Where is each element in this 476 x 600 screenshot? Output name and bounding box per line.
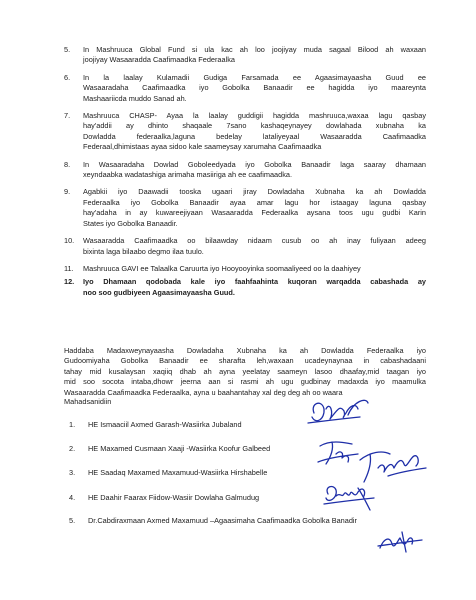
item-line: Federaalka iyo Gobolka Banaadir ayaa amar lagu hor istaagay laguna qasbay xyxy=(83,197,426,207)
item-number: 11. xyxy=(64,263,74,273)
item-line: States iyo Gobolka Banaadir. xyxy=(83,218,178,228)
item-line: Iyo Dhamaan qodobada kale iyo faahfaahinta kuqoran warqadda cabashada ay xyxy=(83,277,426,287)
item-line: hay'addii ay dhinto shaqaale 7sano kashaqeynayey dowlahada xubnaha ka xyxy=(83,121,426,131)
paragraph-line: tahay mid kusalaysan xaqiiq dhab ah ayna yeelatay saameyn lasoo dhaafay,mid taagan iyo xyxy=(64,366,426,376)
signatory-number: 2. xyxy=(69,444,76,453)
item-line: Mashruuca GAVI ee Talaalka Caruurta iyo Hooyooyinka soomaaliyeed oo la daahiyey xyxy=(83,263,361,273)
item-line: Agabkii iyo Daawadii tooska ugaari jiray Dowladaha Xubnaha ka ah Dowladda xyxy=(83,187,426,197)
signatory-line xyxy=(69,468,267,478)
numbered-points xyxy=(0,45,476,305)
closing-salutation: Mahadsanidiin xyxy=(64,397,112,406)
signatory-line xyxy=(69,493,259,503)
signatory-line xyxy=(69,420,242,430)
item-line: Mashaariicda muddo Sanad ah. xyxy=(83,93,187,103)
list-item xyxy=(0,160,476,181)
paragraph-line: Wasaaradda Caafimaadka Federaalka, ayna u baahantahay xal deg deg ah oo waara xyxy=(64,387,343,397)
paragraph-line: Gudoomiyaha Gobolka Banaadir ee sharafta leh,waxaan ucadeynaynaa in cabashadaani xyxy=(64,356,426,366)
item-number: 12. xyxy=(64,277,75,287)
signatory-number: 5. xyxy=(69,516,76,525)
signatory-line xyxy=(69,444,270,454)
signatory-name: HE Maxamed Cusmaan Xaaji -Wasiirka Koofur Galbeed xyxy=(88,444,271,453)
item-line: Mashruuca CHASP- Ayaa la laalay guddigii hagidda mashruuca,waxaa lagu qasbay xyxy=(83,111,426,121)
signatory-line xyxy=(69,516,357,526)
item-number: 7. xyxy=(64,111,71,121)
item-line: noo soo gudbiyeen Agaasimayaasha Guud. xyxy=(83,287,235,297)
appeal-paragraph xyxy=(64,346,426,398)
list-item xyxy=(0,264,476,274)
item-number: 9. xyxy=(64,187,71,197)
signatory-name: HE Ismaaciil Axmed Garash-Wasiirka Jubaland xyxy=(88,420,242,429)
list-item xyxy=(0,236,476,257)
item-line: Wasaaradaha Caafimaadka iyo Gobolka Banaadir ee hagidda iyo maareynta xyxy=(83,83,426,93)
list-item xyxy=(0,45,476,66)
item-line: Wasaaradda Caafimaadka oo bilaawday nidaam cusub oo ah inay fuliyaan adeeg xyxy=(83,236,426,246)
signature-4 xyxy=(318,480,380,514)
signatory-number: 4. xyxy=(69,493,76,502)
item-line: Federaal,dhimistaas ayaa sidoo kale saameysay xarumaha Caafimaadka xyxy=(83,142,322,152)
signatory-number: 1. xyxy=(69,420,76,429)
item-number: 8. xyxy=(64,159,71,169)
item-line: In la laalay Kulamadii Gudiga Farsamada ee Agaasimayaasha Guud ee xyxy=(83,72,426,82)
list-item xyxy=(0,111,476,153)
signature-1 xyxy=(300,395,372,435)
item-number: 10. xyxy=(64,236,75,246)
signatory-name: Dr.Cabdiraxmaan Axmed Maxamuud –Agaasimaha Caafimaadka Gobolka Banadir xyxy=(88,516,358,525)
signatory-name: HE Saadaq Maxamed Maxamuud-Wasiirka Hirshabelle xyxy=(88,468,268,477)
paragraph-line: Haddaba Madaxweynayaasha Dowladaha Xubnaha ka ah Dowladda Federaalka iyo xyxy=(64,346,426,355)
paragraph-line: mid soo socota intaba,dhowr jeerna aan si rasmi ah ugu gudbinay madaxda iyo maamulka xyxy=(64,377,426,387)
signatory-number: 3. xyxy=(69,468,76,477)
list-item xyxy=(0,277,476,298)
signatory-name: HE Daahir Faarax Fiidow-Wasiir Dowlaha Galmudug xyxy=(88,493,260,502)
signature-5 xyxy=(372,528,426,558)
item-line: In Wasaaradaha Dowlad Goboleedyada iyo Gobolka Banaadir laga saaray dhamaan xyxy=(83,159,426,169)
item-line: xeyndaabka wadatashiga arimaha masiiriga ah ee caafimaadka. xyxy=(83,170,293,180)
list-item xyxy=(0,187,476,229)
item-line: bixinta laga bilaabo degmo ilaa tuulo. xyxy=(83,246,204,256)
item-number: 6. xyxy=(64,72,71,82)
item-line: hay'adaha in ay kuwareejiyaan Wasaaradda Federaalka aysana toos ugu gudbi Karin xyxy=(83,208,426,218)
item-line: In Mashruuca Global Fund si ula kac ah loo joojiyay muda sagaal Bilood ah waxaan xyxy=(83,45,426,54)
item-line: Dowladda federaalka,laguna bedelay lataliyeyaal Wasaaradda Caafimaadka xyxy=(83,131,426,141)
list-item xyxy=(0,73,476,104)
item-line: joojiyay Wasaaradda Caafimaadka Federaalka xyxy=(83,55,235,65)
item-number: 5. xyxy=(64,45,71,54)
